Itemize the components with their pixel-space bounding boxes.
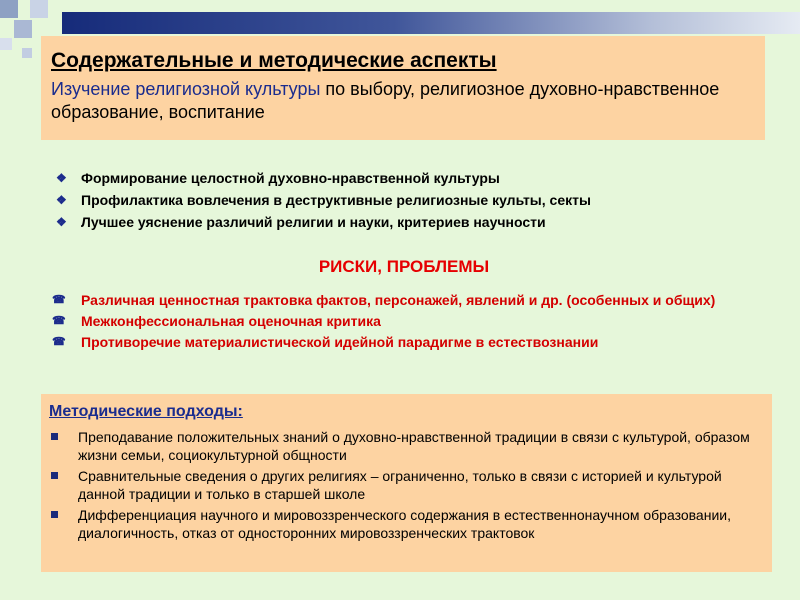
list-item: [44, 189, 784, 211]
method-text: Дифференциация научного и мировоззренческого содержания в естественнонаучном образовании, диалогичность, отказ от односторонних мировоззренческих трактовок: [78, 507, 731, 541]
decor-square: [0, 38, 12, 50]
list-item: [44, 334, 764, 351]
top-gradient-bar: [62, 12, 800, 34]
slide-header: [41, 36, 765, 140]
list-item: [49, 428, 764, 464]
method-text: Преподавание положительных знаний о духовно-нравственной традиции в связи с культурой, образом жизни семьи, социокультурной общности: [78, 429, 750, 463]
list-item: [44, 211, 784, 233]
risks-list: [44, 292, 764, 355]
decor-square: [14, 20, 32, 38]
list-item: [44, 292, 764, 309]
list-item: [49, 467, 764, 503]
aspect-text: Профилактика вовлечения в деструктивные религиозные культы, секты: [81, 192, 591, 208]
decor-square: [0, 0, 18, 18]
telephone-bullet-icon: ☎: [52, 294, 66, 306]
subtitle-rest: по выбору, религиозное духовно-нравственное образование, воспитание: [51, 79, 720, 122]
diamond-bullet-icon: ❖: [56, 215, 67, 229]
square-bullet-icon: [51, 511, 58, 518]
method-text: Сравнительные сведения о других религиях – ограниченно, только в связи с историей и культурой данной традиции и только в старшей школе: [78, 468, 722, 502]
list-item: [44, 313, 764, 330]
telephone-bullet-icon: ☎: [52, 315, 66, 327]
methods-list: [49, 428, 764, 542]
slide-subtitle: [51, 78, 755, 124]
subtitle-accent: Изучение религиозной культуры: [51, 79, 321, 99]
risk-text: Различная ценностная трактовка фактов, персонажей, явлений и др. (особенных и общих): [81, 292, 716, 308]
risk-text: Противоречие материалистической идейной парадигме в естествознании: [81, 334, 599, 350]
list-item: [44, 167, 784, 189]
aspect-text: Формирование целостной духовно-нравственной культуры: [81, 170, 500, 186]
square-bullet-icon: [51, 433, 58, 440]
square-bullet-icon: [51, 472, 58, 479]
slide-title: Содержательные и методические аспекты: [51, 49, 497, 72]
diamond-bullet-icon: ❖: [56, 171, 67, 185]
decor-square: [22, 48, 32, 58]
diamond-bullet-icon: ❖: [56, 193, 67, 207]
aspects-list: [44, 167, 784, 233]
decor-square: [30, 0, 48, 18]
methods-box: [41, 394, 772, 572]
methods-heading: Методические подходы:: [49, 403, 243, 420]
risks-heading: РИСКИ, ПРОБЛЕМЫ: [318, 257, 490, 276]
telephone-bullet-icon: ☎: [52, 336, 66, 348]
aspect-text: Лучшее уяснение различий религии и науки, критериев научности: [81, 214, 546, 230]
risk-text: Межконфессиональная оценочная критика: [81, 313, 381, 329]
list-item: [49, 506, 764, 542]
